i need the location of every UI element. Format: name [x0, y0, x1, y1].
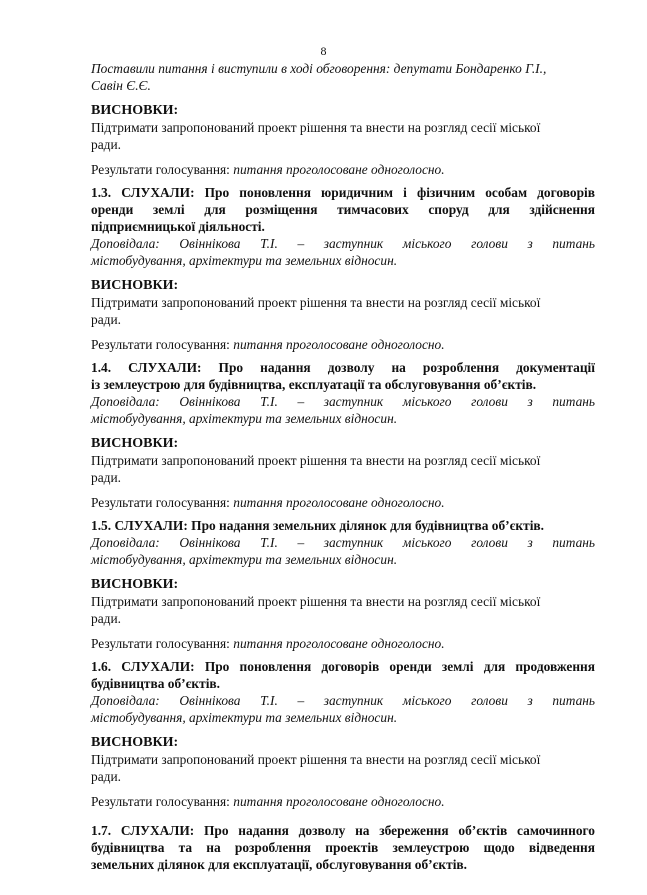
conclusions-heading: ВИСНОВКИ: [91, 436, 179, 451]
page-content [91, 60, 595, 873]
item-1-4-line: із землеустрою для будівництва, експлуатації та обслуговування об’єктів. [91, 377, 537, 392]
speaker-line: Доповідала: Овіннікова Т.І. – заступник міського голови з питань [91, 236, 595, 251]
item-1-6-line: будівництва об’єктів. [91, 676, 220, 691]
conclusions-heading: ВИСНОВКИ: [91, 103, 179, 118]
conclusion-text: Підтримати запропонований проект рішення та внести на розгляд сесії міської [91, 120, 541, 135]
conclusion-text: Підтримати запропонований проект рішення та внести на розгляд сесії міської [91, 594, 541, 609]
conclusions-heading: ВИСНОВКИ: [91, 577, 179, 592]
vote-result: Результати голосування: питання проголосоване одноголосно. [91, 636, 445, 651]
conclusion-text: ради. [91, 611, 121, 626]
discussion-line: Поставили питання і виступили в ході обговорення: депутати Бондаренко Г.І., [91, 61, 547, 76]
conclusion-text: ради. [91, 769, 121, 784]
vote-result: Результати голосування: питання проголосоване одноголосно. [91, 495, 445, 510]
discussion-line: Савін Є.Є. [91, 78, 151, 93]
conclusion-text: ради. [91, 470, 121, 485]
conclusions-heading: ВИСНОВКИ: [91, 278, 179, 293]
conclusion-text: Підтримати запропонований проект рішення та внести на розгляд сесії міської [91, 295, 541, 310]
speaker-line: Доповідала: Овіннікова Т.І. – заступник міського голови з питань [91, 693, 595, 708]
speaker-line: містобудування, архітектури та земельних відносин. [91, 253, 398, 268]
item-1-3-line: підприємницької діяльності. [91, 219, 265, 234]
conclusion-text: Підтримати запропонований проект рішення та внести на розгляд сесії міської [91, 752, 541, 767]
item-1-6-heading: 1.6. СЛУХАЛИ: Про поновлення договорів оренди землі для продовження [91, 659, 596, 674]
vote-result [91, 161, 595, 178]
item-1-3-line: оренди землі для розміщення тимчасових споруд для здійснення [91, 202, 595, 217]
item-1-7-line: земельних ділянок для експлуатації, обслуговування об’єктів. [91, 857, 468, 872]
conclusion-text: ради. [91, 312, 121, 327]
speaker-line: містобудування, архітектури та земельних відносин. [91, 552, 398, 567]
speaker-line: містобудування, архітектури та земельних відносин. [91, 411, 398, 426]
conclusion-text: ради. [91, 137, 121, 152]
item-1-7-heading: 1.7. СЛУХАЛИ: Про надання дозволу на збереження об’єктів самочинного [91, 823, 595, 838]
speaker-line: Доповідала: Овіннікова Т.І. – заступник міського голови з питань [91, 394, 595, 409]
conclusions-heading: ВИСНОВКИ: [91, 735, 179, 750]
speaker-line: Доповідала: Овіннікова Т.І. – заступник міського голови з питань [91, 535, 595, 550]
item-1-3-heading: 1.3. СЛУХАЛИ: Про поновлення юридичним і фізичним особам договорів [91, 185, 595, 200]
vote-result: Результати голосування: питання проголосоване одноголосно. [91, 794, 445, 809]
conclusion-text: Підтримати запропонований проект рішення та внести на розгляд сесії міської [91, 453, 541, 468]
page-number: 8 [320, 44, 327, 58]
vote-result: Результати голосування: питання проголосоване одноголосно. [91, 337, 445, 352]
speaker-line: містобудування, архітектури та земельних відносин. [91, 710, 398, 725]
vote-label: Результати голосування: [91, 162, 234, 177]
vote-value: питання проголосоване одноголосно. [233, 162, 445, 177]
item-1-4-heading: 1.4. СЛУХАЛИ: Про надання дозволу на розроблення документації [91, 360, 595, 375]
item-1-7-line: будівництва та на розроблення проектів землеустрою щодо відведення [91, 840, 595, 855]
item-1-5-heading: 1.5. СЛУХАЛИ: Про надання земельних ділянок для будівництва об’єктів. [91, 518, 545, 533]
